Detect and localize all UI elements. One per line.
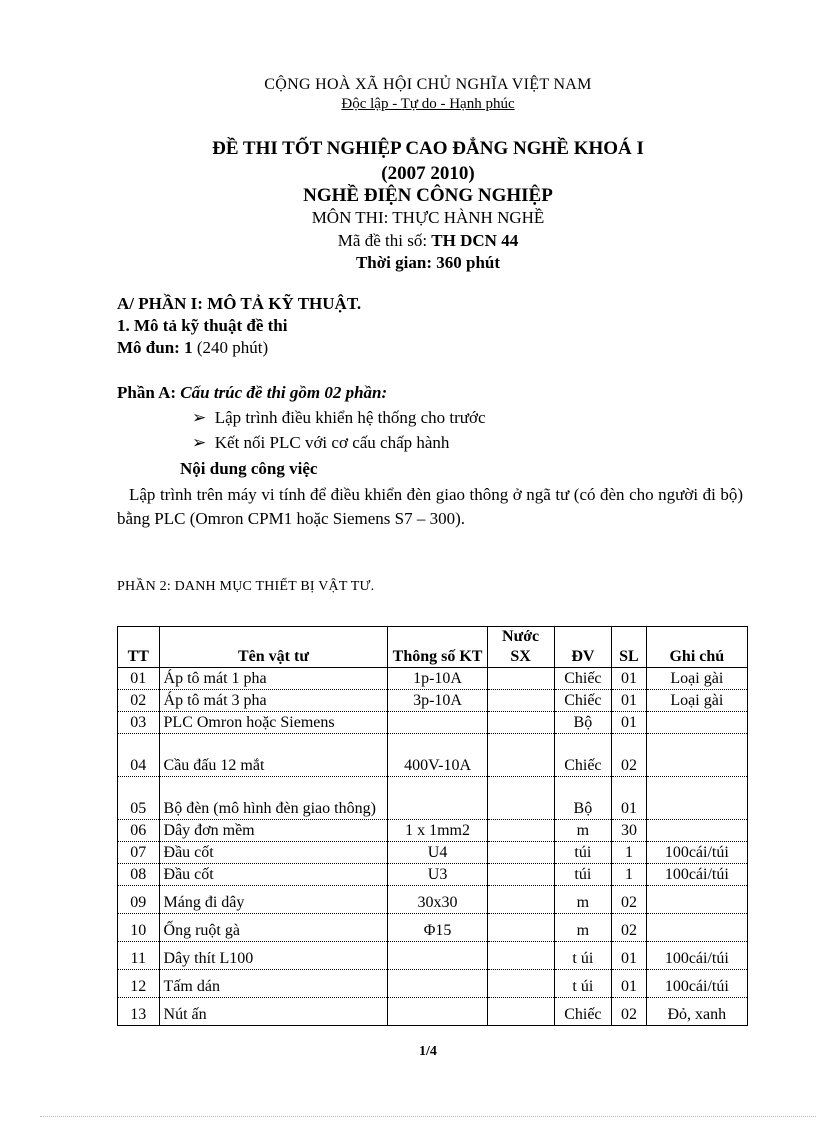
- arrow-bullet-icon: ➢: [192, 433, 207, 452]
- cell-unit: Chiếc: [554, 668, 612, 690]
- cell-note: [646, 886, 747, 914]
- cell-origin: [487, 712, 554, 734]
- cell-unit: Bộ: [554, 712, 612, 734]
- col-header-tt: TT: [118, 627, 160, 668]
- cell-unit: Chiếc: [554, 998, 612, 1026]
- national-header: CỘNG HOÀ XÃ HỘI CHỦ NGHĨA VIỆT NAM: [264, 76, 592, 93]
- cell-qty: 01: [612, 712, 646, 734]
- list-item-text: Lập trình điều khiển hệ thống cho trước: [214, 408, 486, 427]
- cell-name: Nút ấn: [159, 998, 388, 1026]
- cell-qty: 02: [612, 886, 646, 914]
- structure-label: Phần A:: [117, 383, 181, 402]
- cell-unit: túi: [554, 842, 612, 864]
- table-row: [118, 942, 748, 970]
- cell-unit: Chiếc: [554, 690, 612, 712]
- cell-origin: [487, 820, 554, 842]
- cell-origin: [487, 864, 554, 886]
- cell-qty: 01: [612, 690, 646, 712]
- subject-title: MÔN THI: THỰC HÀNH NGHỀ: [311, 208, 545, 227]
- cell-qty: 02: [612, 914, 646, 942]
- table-row: [118, 712, 748, 734]
- cell-note: [646, 734, 747, 777]
- cell-note: [646, 777, 747, 820]
- cell-origin: [487, 914, 554, 942]
- list-item: [192, 433, 449, 453]
- cell-tt: 01: [118, 668, 160, 690]
- cell-origin: [487, 970, 554, 998]
- cell-tt: 13: [118, 998, 160, 1026]
- work-content-heading: Nội dung công việc: [180, 459, 318, 478]
- cell-name: Dây thít L100: [159, 942, 388, 970]
- cell-note: 100cái/túi: [646, 942, 747, 970]
- cell-unit: m: [554, 820, 612, 842]
- cell-origin: [487, 886, 554, 914]
- col-header-spec: Thông số KT: [388, 627, 487, 668]
- cell-qty: 1: [612, 842, 646, 864]
- cell-note: [646, 712, 747, 734]
- cell-note: 100cái/túi: [646, 970, 747, 998]
- table-row: [118, 970, 748, 998]
- cell-origin: [487, 734, 554, 777]
- exam-code: [0, 231, 816, 251]
- structure-line: [117, 383, 387, 403]
- col-header-note: Ghi chú: [646, 627, 747, 668]
- cell-name: Tấm dán: [159, 970, 388, 998]
- module-time: (240 phút): [192, 338, 269, 357]
- table-row: [118, 914, 748, 942]
- cell-unit: t úi: [554, 942, 612, 970]
- cell-spec: U3: [388, 864, 487, 886]
- part2-heading: PHẦN 2: DANH MỤC THIẾT BỊ VẬT TƯ.: [117, 579, 375, 594]
- cell-origin: [487, 942, 554, 970]
- exam-years: (2007 2010): [381, 163, 475, 184]
- cell-spec: [388, 970, 487, 998]
- technical-description-heading: 1. Mô tả kỹ thuật đề thi: [117, 316, 288, 335]
- exam-code-label: Mã đề thi số:: [337, 231, 432, 250]
- table-row: [118, 690, 748, 712]
- cell-tt: 12: [118, 970, 160, 998]
- motto-text: Độc lập - Tự do - Hạnh phúc: [341, 96, 515, 112]
- table-row: [118, 734, 748, 777]
- cell-tt: 03: [118, 712, 160, 734]
- cell-unit: m: [554, 914, 612, 942]
- col-header-name: Tên vật tư: [159, 627, 388, 668]
- cell-name: Cầu đấu 12 mắt: [159, 734, 388, 777]
- cell-name: Đầu cốt: [159, 864, 388, 886]
- cell-tt: 08: [118, 864, 160, 886]
- table-row: [118, 777, 748, 820]
- col-header-unit: ĐV: [554, 627, 612, 668]
- table-row: [118, 668, 748, 690]
- cell-origin: [487, 998, 554, 1026]
- cell-unit: Chiếc: [554, 734, 612, 777]
- list-item: [192, 408, 486, 428]
- trade-title: NGHỀ ĐIỆN CÔNG NGHIỆP: [303, 185, 553, 206]
- cell-tt: 06: [118, 820, 160, 842]
- arrow-bullet-icon: ➢: [192, 408, 207, 427]
- page-number: 1/4: [419, 1044, 437, 1059]
- module-number: 1: [184, 338, 193, 357]
- cell-spec: 30x30: [388, 886, 487, 914]
- cell-qty: 01: [612, 942, 646, 970]
- cell-note: Loại gài: [646, 690, 747, 712]
- cell-note: [646, 820, 747, 842]
- table-row: [118, 820, 748, 842]
- cell-unit: Bộ: [554, 777, 612, 820]
- col-header-origin: Nước SX: [487, 627, 554, 668]
- task-paragraph: Lập trình trên máy vi tính để điều khiển đèn giao thông ở ngã tư (có đèn cho người đi bộ) bằng PLC (Omron CPM1 hoặc Siemens S7 – 300).: [117, 485, 743, 528]
- cell-spec: [388, 998, 487, 1026]
- cell-name: Ống ruột gà: [159, 914, 388, 942]
- cell-tt: 05: [118, 777, 160, 820]
- cell-unit: t úi: [554, 970, 612, 998]
- cell-tt: 04: [118, 734, 160, 777]
- cell-tt: 02: [118, 690, 160, 712]
- cell-spec: U4: [388, 842, 487, 864]
- cell-name: Áp tô mát 3 pha: [159, 690, 388, 712]
- equipment-table: [117, 626, 748, 1026]
- exam-code-value: TH DCN 44: [431, 231, 519, 250]
- table-row: [118, 842, 748, 864]
- cell-name: Áp tô mát 1 pha: [159, 668, 388, 690]
- cell-name: Máng đi dây: [159, 886, 388, 914]
- structure-text: Cấu trúc đề thi gồm 02 phần:: [180, 383, 388, 402]
- cell-spec: Φ15: [388, 914, 487, 942]
- list-item-text: Kết nối PLC với cơ cấu chấp hành: [214, 433, 450, 452]
- page-bottom-divider: [40, 1116, 816, 1117]
- table-row: [118, 864, 748, 886]
- cell-unit: m: [554, 886, 612, 914]
- national-motto: [0, 96, 816, 113]
- cell-qty: 02: [612, 734, 646, 777]
- cell-note: Đỏ, xanh: [646, 998, 747, 1026]
- cell-qty: 01: [612, 970, 646, 998]
- cell-origin: [487, 690, 554, 712]
- cell-note: 100cái/túi: [646, 842, 747, 864]
- cell-spec: [388, 942, 487, 970]
- cell-name: Bộ đèn (mô hình đèn giao thông): [159, 777, 388, 820]
- cell-note: 100cái/túi: [646, 864, 747, 886]
- cell-tt: 10: [118, 914, 160, 942]
- exam-time: Thời gian: 360 phút: [355, 253, 501, 272]
- cell-spec: 400V-10A: [388, 734, 487, 777]
- table-row: [118, 886, 748, 914]
- cell-name: Đầu cốt: [159, 842, 388, 864]
- cell-name: Dây đơn mềm: [159, 820, 388, 842]
- table-header-row: [118, 627, 748, 668]
- cell-qty: 1: [612, 864, 646, 886]
- cell-qty: 02: [612, 998, 646, 1026]
- section-a-heading: A/ PHẦN I: MÔ TẢ KỸ THUẬT.: [117, 294, 362, 313]
- cell-tt: 09: [118, 886, 160, 914]
- cell-spec: 3p-10A: [388, 690, 487, 712]
- cell-tt: 07: [118, 842, 160, 864]
- cell-qty: 30: [612, 820, 646, 842]
- cell-name: PLC Omron hoặc Siemens: [159, 712, 388, 734]
- col-header-qty: SL: [612, 627, 646, 668]
- cell-note: [646, 914, 747, 942]
- cell-origin: [487, 668, 554, 690]
- cell-qty: 01: [612, 777, 646, 820]
- cell-spec: 1p-10A: [388, 668, 487, 690]
- cell-unit: túi: [554, 864, 612, 886]
- module-line: [117, 338, 268, 358]
- cell-origin: [487, 777, 554, 820]
- cell-qty: 01: [612, 668, 646, 690]
- cell-spec: [388, 712, 487, 734]
- module-label: Mô đun:: [117, 338, 185, 357]
- cell-spec: [388, 777, 487, 820]
- cell-spec: 1 x 1mm2: [388, 820, 487, 842]
- cell-tt: 11: [118, 942, 160, 970]
- exam-title: ĐỀ THI TỐT NGHIỆP CAO ĐẲNG NGHỀ KHOÁ I: [212, 138, 644, 159]
- cell-origin: [487, 842, 554, 864]
- cell-note: Loại gài: [646, 668, 747, 690]
- table-row: [118, 998, 748, 1026]
